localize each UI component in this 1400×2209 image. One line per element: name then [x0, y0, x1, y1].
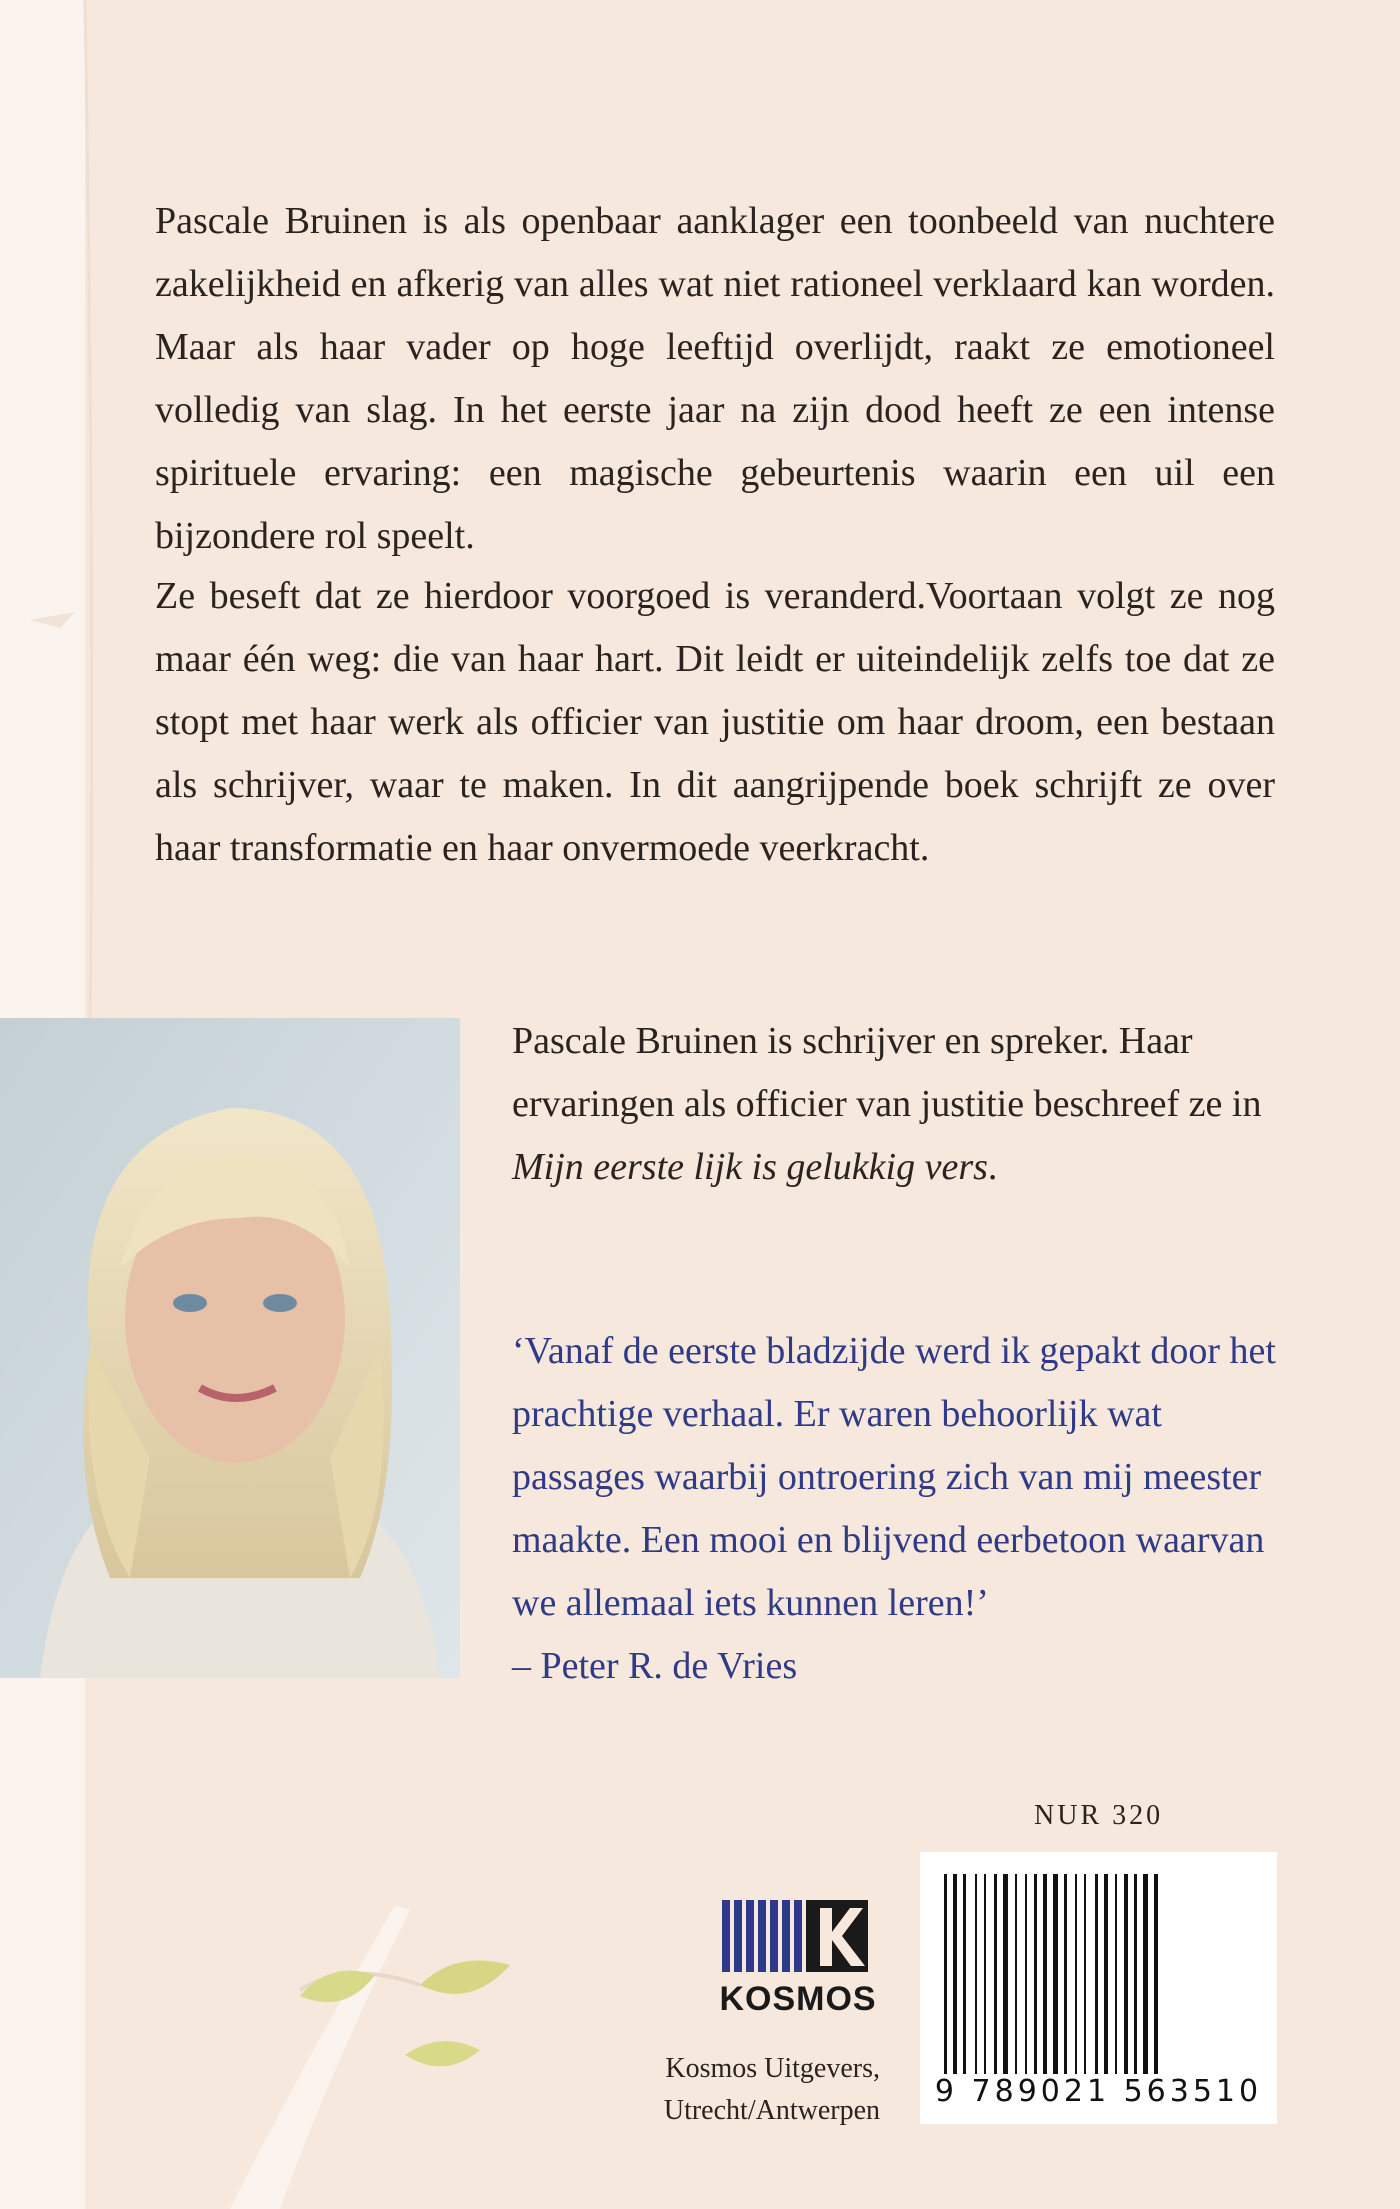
blurb-paragraph-2: Ze beseft dat ze hierdoor voorgoed is veranderd.Voortaan volgt ze nog maar één weg: die van haar hart. Dit leidt er uiteindelijk zelfs toe dat ze stopt met haar werk als officier van justitie om haar droom, een bestaan als schrijver, waar te maken. In dit aangrijpende boek schrijft ze over haar transformatie en haar onvermoede veerkracht.	[155, 575, 1275, 869]
review-quote	[512, 1320, 1282, 1698]
barcode-bars	[920, 1852, 1277, 2077]
publisher-logo-name: KOSMOS	[719, 1980, 877, 2018]
author-bio	[512, 1010, 1272, 1199]
isbn-barcode	[920, 1852, 1277, 2124]
blurb-paragraph-1: Pascale Bruinen is als openbaar aanklager een toonbeeld van nuchtere zakelijkheid en afkerig van alles wat niet rationeel verklaard kan worden. Maar als haar vader op hoge leeftijd overlijdt, raakt ze emotioneel volledig van slag. In het eerste jaar na zijn dood heeft ze een intense spirituele ervaring: een magische gebeurtenis waarin een uil een bijzondere rol speelt.	[155, 200, 1275, 557]
author-bio-text: Pascale Bruinen is schrijver en spreker. Haar ervaringen als officier van justitie beschreef ze in	[512, 1020, 1262, 1125]
author-photo	[0, 1018, 460, 1678]
leaf-3	[405, 2041, 480, 2066]
barcode-digits: 9 789021 563510	[934, 2074, 1263, 2109]
publisher-name: Kosmos Uitgevers,	[665, 2053, 880, 2084]
quote-text: ‘Vanaf de eerste bladzijde werd ik gepakt door het prachtige verhaal. Er waren behoorlijk wat passages waarbij ontroering zich van mij meester maakte. Een mooi en blijvend eerbetoon waarvan we allemaal iets kunnen leren!’	[512, 1330, 1276, 1624]
publisher-location: Utrecht/Antwerpen	[663, 2095, 880, 2126]
leaf-2	[420, 1961, 510, 1994]
publisher-info	[640, 2048, 880, 2132]
nur-code: NUR 320	[1034, 1800, 1164, 1831]
quote-author: – Peter R. de Vries	[512, 1645, 798, 1687]
book-title: Mijn eerste lijk is gelukkig vers	[512, 1146, 988, 1188]
author-bio-end: .	[987, 1146, 998, 1188]
